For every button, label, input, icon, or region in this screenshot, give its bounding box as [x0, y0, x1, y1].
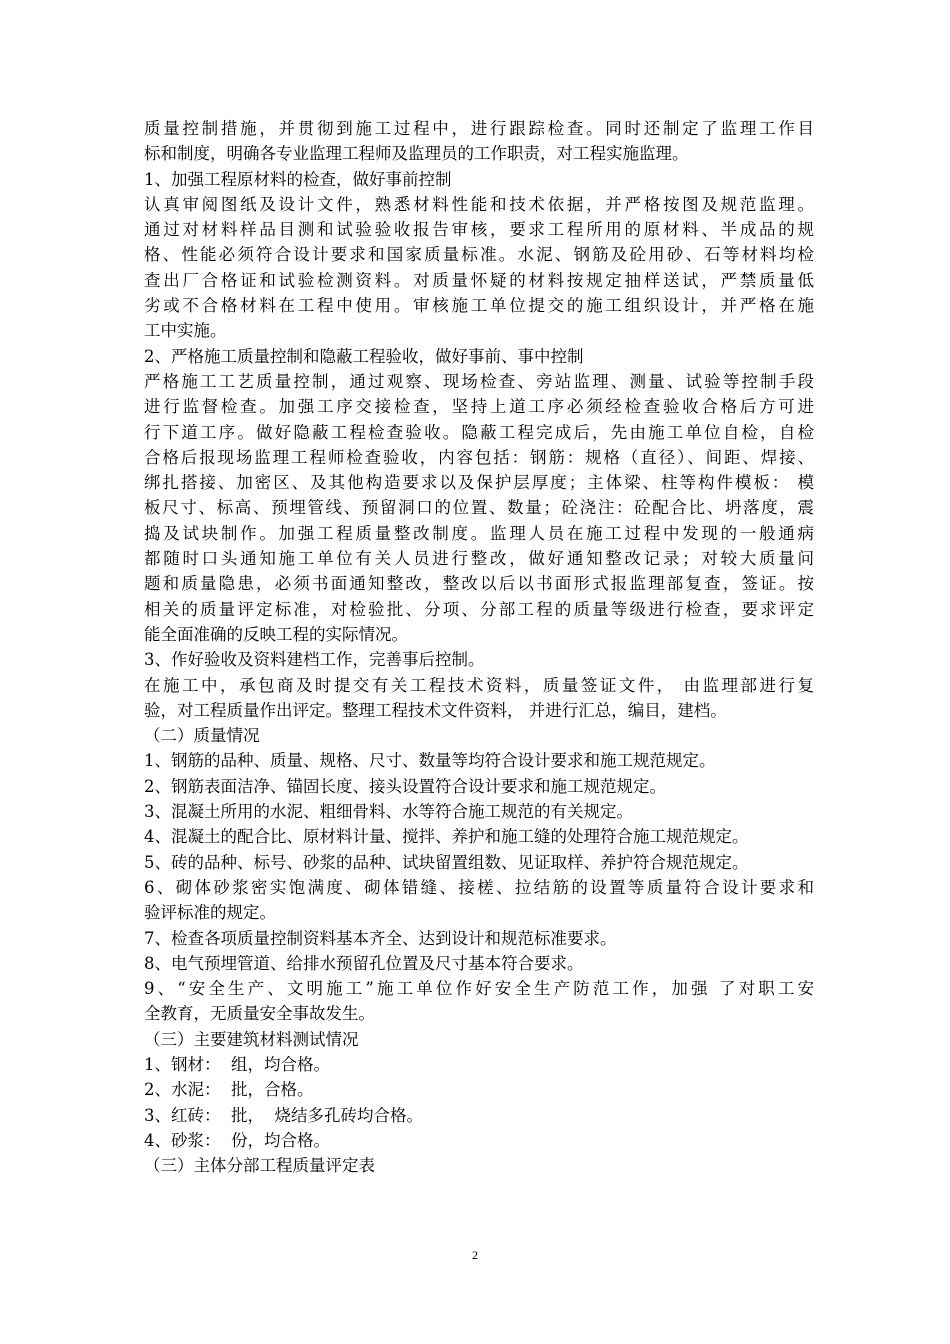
paragraph-line: 验，对工程质量作出评定。整理工程技术文件资料， 并进行汇总，编目，建档。 — [144, 700, 727, 720]
paragraph-line: 绑扎搭接、加密区、及其他构造要求以及保护层厚度；主体梁、柱等构件模板： 模 — [144, 473, 814, 493]
list-item: 9、“安全生产、文明施工”施工单位作好安全生产防范工作，加强 了对职工安 — [144, 979, 814, 999]
list-item: 4、砂浆： 份，均合格。 — [144, 1130, 330, 1150]
paragraph-line: 标和制度，明确各专业监理工程师及监理员的工作职责，对工程实施监理。 — [144, 144, 689, 164]
list-item: 3、混凝土所用的水泥、粗细骨料、水等符合施工规范的有关规定。 — [144, 802, 633, 822]
paragraph-line: 认真审阅图纸及设计文件，熟悉材料性能和技术依据，并严格按图及规范监理。 — [144, 194, 814, 214]
paragraph-line: 题和质量隐患，必须书面通知整改，整改以后以书面形式报监理部复查，签证。按 — [144, 574, 814, 594]
list-item: 1、钢材： 组，均合格。 — [144, 1054, 330, 1074]
body-text — [144, 116, 814, 1178]
paragraph-line: 行下道工序。做好隐蔽工程检查验收。隐蔽工程完成后，先由施工单位自检，自检 — [144, 422, 814, 442]
paragraph-line: 在施工中，承包商及时提交有关工程技术资料，质量签证文件， 由监理部进行复 — [144, 675, 814, 695]
list-item: 2、水泥： 批，合格。 — [144, 1080, 314, 1100]
paragraph-line: 板尺寸、标高、预埋管线、预留洞口的位置、数量；砼浇注：砼配合比、坍落度，震 — [144, 498, 814, 518]
section-heading: （二）质量情况 — [144, 726, 260, 746]
list-item: 1、钢筋的品种、质量、规格、尺寸、数量等均符合设计要求和施工规范规定。 — [144, 751, 716, 771]
list-item: 5、砖的品种、标号、砂浆的品种、试块留置组数、见证取样、养护符合规范规定。 — [144, 852, 749, 872]
list-item: 8、电气预埋管道、给排水预留孔位置及尺寸基本符合要求。 — [144, 953, 584, 973]
section-heading: 1、加强工程原材料的检查，做好事前控制 — [144, 169, 452, 189]
section-heading: （三）主体分部工程质量评定表 — [144, 1156, 375, 1176]
list-item: 验评标准的规定。 — [144, 903, 276, 923]
list-item: 4、混凝土的配合比、原材料计量、搅拌、养护和施工缝的处理符合施工规范规定。 — [144, 827, 749, 847]
list-item: 全教育，无质量安全事故发生。 — [144, 1004, 375, 1024]
paragraph-line: 相关的质量评定标准，对检验批、分项、分部工程的质量等级进行检查，要求评定 — [144, 599, 814, 619]
paragraph-line: 质量控制措施，并贯彻到施工过程中，进行跟踪检查。同时还制定了监理工作目 — [144, 119, 814, 138]
paragraph-line: 严格施工工艺质量控制，通过观察、现场检查、旁站监理、测量、试验等控制手段 — [144, 371, 814, 391]
list-item: 7、检查各项质量控制资料基本齐全、达到设计和规范标准要求。 — [144, 928, 617, 948]
paragraph-line: 通过对材料样品目测和试验验收报告审核，要求工程所用的原材料、半成品的规 — [144, 220, 814, 240]
list-item: 6、砌体砂浆密实饱满度、砌体错缝、接槎、拉结筋的设置等质量符合设计要求和 — [144, 877, 814, 897]
paragraph-line: 查出厂合格证和试验检测资料。对质量怀疑的材料按规定抽样送试，严禁质量低 — [144, 270, 814, 290]
paragraph-line: 能全面准确的反映工程的实际情况。 — [144, 624, 408, 644]
list-item: 3、红砖： 批， 烧结多孔砖均合格。 — [144, 1105, 423, 1125]
paragraph-line: 格、性能必须符合设计要求和国家质量标准。水泥、钢筋及砼用砂、石等材料均检 — [144, 245, 814, 265]
paragraph-line: 进行监督检查。加强工序交接检查，坚持上道工序必须经检查验收合格后方可进 — [144, 397, 814, 417]
section-heading: 3、作好验收及资料建档工作，完善事后控制。 — [144, 650, 485, 670]
paragraph-line: 都随时口头通知施工单位有关人员进行整改，做好通知整改记录；对较大质量问 — [144, 549, 814, 569]
list-item: 2、钢筋表面洁净、锚固长度、接头设置符合设计要求和施工规范规定。 — [144, 776, 666, 796]
section-heading: 2、严格施工质量控制和隐蔽工程验收，做好事前、事中控制 — [144, 346, 584, 366]
page-number: 2 — [472, 1248, 478, 1262]
section-heading: （三）主要建筑材料测试情况 — [144, 1029, 359, 1049]
paragraph-line: 工中实施。 — [144, 321, 227, 341]
paragraph-line: 合格后报现场监理工程师检查验收，内容包括：钢筋：规格（直径）、间距、焊接、 — [144, 447, 814, 467]
paragraph-line: 劣或不合格材料在工程中使用。审核施工单位提交的施工组织设计，并严格在施 — [144, 296, 814, 316]
paragraph-line: 捣及试块制作。加强工程质量整改制度。监理人员在施工过程中发现的一般通病 — [144, 523, 814, 543]
